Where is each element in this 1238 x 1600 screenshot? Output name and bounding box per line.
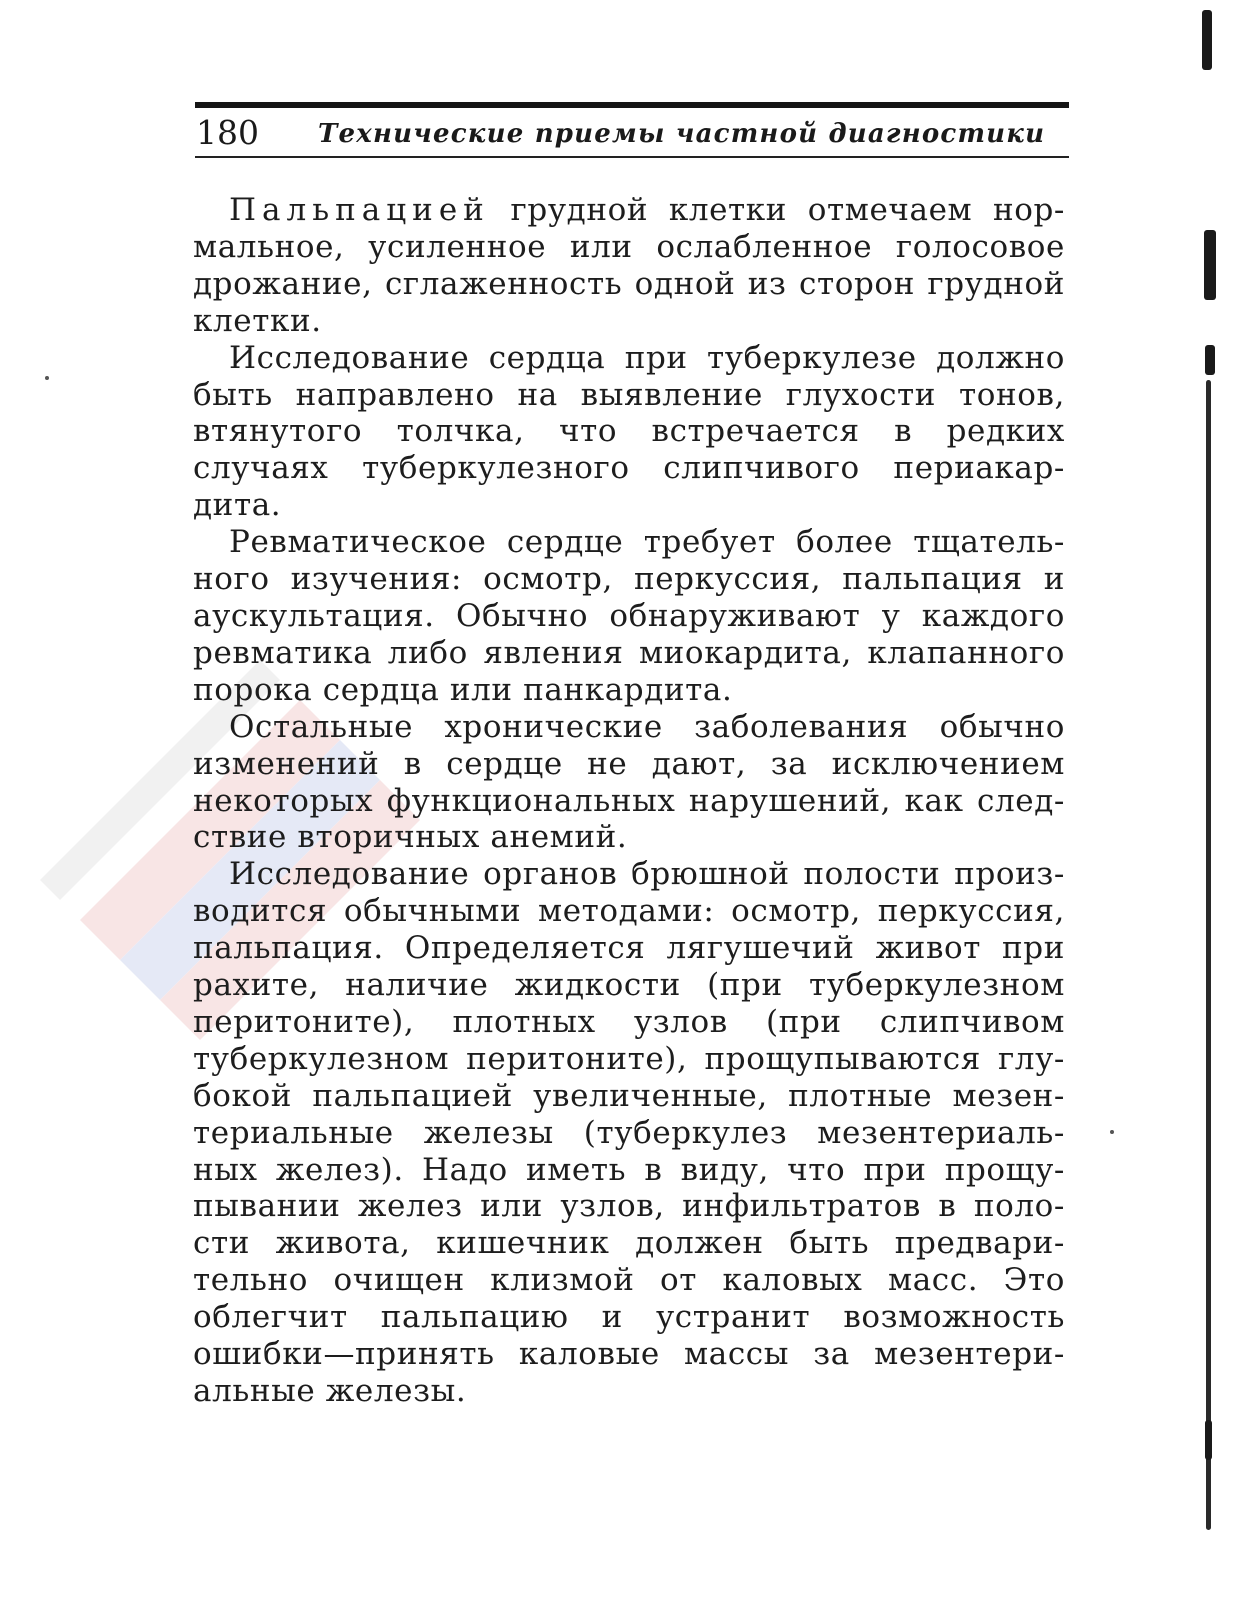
paragraph: [193, 709, 1065, 857]
paragraph: [193, 340, 1065, 525]
text-line: некоторых функциональных нарушений, как след-: [193, 782, 1065, 819]
paragraph: [193, 856, 1065, 1410]
text-line: туберкулезном перитоните), прощупываются глу-: [193, 1040, 1065, 1077]
text-line: втянутого толчка, что встречается в редких: [193, 413, 1065, 450]
text-line: мальное, усиленное или ослабленное голосовое: [193, 228, 1065, 265]
header-rule-bottom: [195, 156, 1069, 158]
text-line: Исследование органов брюшной полости произ-: [229, 856, 1065, 893]
text-line: ошибки—принять каловые массы за мезентери-: [193, 1336, 1065, 1373]
text-line: изменений в сердце не дают, за исключением: [193, 745, 1065, 782]
text-line: пывании желез или узлов, инфильтратов в поло-: [193, 1188, 1065, 1225]
text-line: дита.: [193, 487, 282, 524]
text-line: случаях туберкулезного слипчивого периакар-: [193, 450, 1065, 487]
header-rule-top: [195, 102, 1069, 108]
scan-speck: [1110, 1130, 1114, 1134]
text-line: ного изучения: осмотр, перкуссия, пальпация и: [193, 561, 1065, 598]
paragraph: [193, 192, 1065, 340]
text-line: териальные железы (туберкулез мезентериаль-: [193, 1114, 1065, 1151]
text-line: тельно очищен клизмой от каловых масс. Это: [193, 1262, 1065, 1299]
text-line: быть направлено на выявление глухости тонов,: [193, 376, 1065, 413]
text-line: Исследование сердца при туберкулезе должно: [229, 339, 1065, 376]
scan-speck: [45, 376, 49, 380]
body-text: [193, 192, 1065, 1410]
text-line: дрожание, сглаженность одной из сторон грудной: [193, 265, 1065, 302]
emphasized-term: Пальпацией: [229, 192, 490, 228]
text-line: аускультация. Обычно обнаруживают у каждого: [193, 597, 1065, 634]
text-line: Ревматическое сердце требует более тщатель-: [229, 524, 1065, 561]
page-number: 180: [196, 113, 259, 152]
text-line: клетки.: [193, 302, 322, 339]
text-line: ствие вторичных анемий.: [193, 819, 628, 856]
text-line: ревматика либо явления миокардита, клапанного: [193, 634, 1065, 671]
scan-binding-edge: [1196, 0, 1218, 1600]
text-line: перитоните), плотных узлов (при слипчивом: [193, 1003, 1065, 1040]
text-line: порока сердца или панкардита.: [193, 671, 733, 708]
text-line: ных желез). Надо иметь в виду, что при прощу-: [193, 1151, 1065, 1188]
text-line: пальпация. Определяется лягушечий живот при: [193, 930, 1065, 967]
running-title: Технические приемы частной диагностики: [318, 119, 1046, 149]
text-line: сти живота, кишечник должен быть предвари-: [193, 1225, 1065, 1262]
text-line: Пальпацией грудной клетки отмечаем нор-: [229, 192, 1065, 228]
paragraph: [193, 524, 1065, 709]
text-line: альные железы.: [193, 1373, 467, 1409]
text-line: водится обычными методами: осмотр, перкуссия,: [193, 893, 1065, 930]
text-line: облегчит пальпацию и устранит возможность: [193, 1299, 1065, 1336]
text-line: бокой пальпацией увеличенные, плотные мезен-: [193, 1077, 1065, 1114]
text-line: рахите, наличие жидкости (при туберкулезном: [193, 967, 1065, 1004]
text-line: Остальные хронические заболевания обычно: [229, 708, 1065, 745]
